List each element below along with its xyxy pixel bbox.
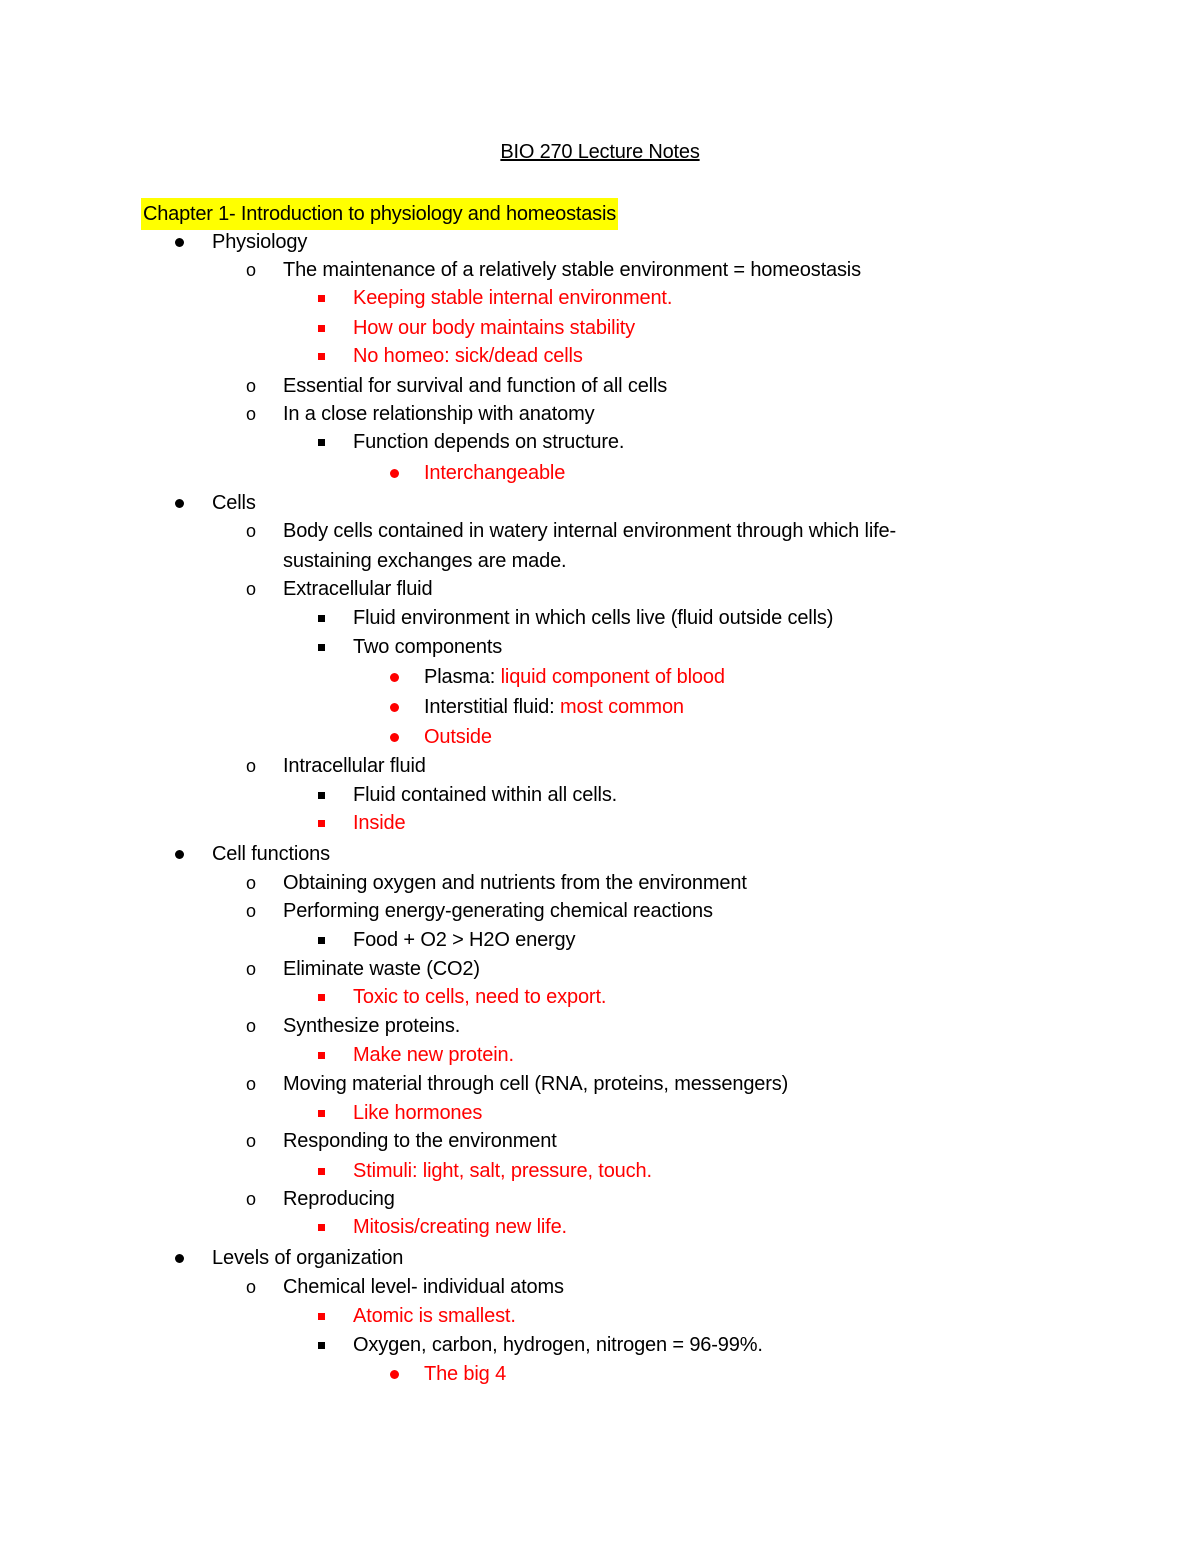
outline-item-level-3 [0, 1213, 1200, 1241]
outline-item-level-4 [0, 693, 1200, 721]
outline-item-level-2 [0, 547, 1200, 575]
outline-item-level-2 [0, 256, 1200, 284]
outline-item-text [353, 1302, 516, 1330]
bullet-disc-icon [390, 1360, 399, 1388]
outline-item-level-2 [0, 897, 1200, 925]
note-text: Fluid environment in which cells live (fluid outside cells) [353, 607, 834, 629]
outline-item-text [353, 428, 624, 456]
bullet-circle-icon: o [246, 521, 256, 541]
bullet-square-icon [318, 781, 325, 809]
note-text: Performing energy-generating chemical reactions [283, 900, 713, 922]
document-title: BIO 270 Lecture Notes [500, 141, 700, 163]
outline-item-text [283, 897, 713, 925]
annotation-text: Interchangeable [424, 462, 566, 484]
bullet-circle-icon: o [246, 1277, 256, 1297]
outline-item-level-4 [0, 1360, 1200, 1388]
annotation-text: most common [559, 696, 684, 718]
outline-item-text [283, 400, 594, 428]
outline-item-level-3 [0, 284, 1200, 312]
outline-item-text [424, 459, 565, 487]
outline-item-text [424, 693, 684, 721]
note-text: Extracellular fluid [283, 578, 433, 600]
note-text: In a close relationship with anatomy [283, 403, 595, 425]
bullet-disc-icon [175, 228, 184, 256]
bullet-square-icon [318, 1099, 325, 1127]
outline-item-level-2 [0, 372, 1200, 400]
outline-item-level-3 [0, 1041, 1200, 1069]
outline-item-text [353, 926, 575, 954]
bullet-square-icon [318, 633, 325, 661]
outline-item-level-3 [0, 1331, 1200, 1359]
bullet-square-icon [318, 1213, 325, 1241]
outline-item-text [212, 1244, 403, 1272]
outline-item-level-2 [0, 400, 1200, 428]
outline-item-level-4 [0, 459, 1200, 487]
outline-item-level-4 [0, 663, 1200, 691]
bullet-square-icon [318, 1041, 325, 1069]
outline-item-text [353, 1157, 652, 1185]
outline-item-level-1 [0, 840, 1200, 868]
outline-item-level-2 [0, 1012, 1200, 1040]
outline-item-level-3 [0, 1157, 1200, 1185]
outline-item-text [353, 604, 833, 632]
bullet-square-icon [318, 983, 325, 1011]
annotation-text: liquid component of blood [500, 666, 725, 688]
annotation-text: Inside [353, 812, 406, 834]
annotation-text: Atomic is smallest. [353, 1305, 516, 1327]
outline-item-level-3 [0, 314, 1200, 342]
note-text: Obtaining oxygen and nutrients from the environment [283, 872, 747, 894]
outline-item-text [353, 809, 405, 837]
bullet-circle-icon: o [246, 959, 256, 979]
outline-item-text [353, 983, 606, 1011]
outline-item-level-1 [0, 489, 1200, 517]
bullet-disc-icon [390, 459, 399, 487]
annotation-text: The big 4 [424, 1363, 507, 1385]
outline-item-level-2 [0, 1185, 1200, 1213]
note-text: Synthesize proteins. [283, 1015, 461, 1037]
note-text: Chemical level- individual atoms [283, 1276, 564, 1298]
outline-item-text [283, 547, 566, 575]
note-text: Reproducing [283, 1188, 395, 1210]
outline-item-level-2 [0, 1070, 1200, 1098]
annotation-text: Like hormones [353, 1102, 483, 1124]
annotation-text: Mitosis/creating new life. [353, 1216, 567, 1238]
bullet-square-icon [318, 1331, 325, 1359]
bullet-disc-icon [175, 840, 184, 868]
bullet-circle-icon: o [246, 376, 256, 396]
note-text: Oxygen, carbon, hydrogen, nitrogen = 96-99%. [353, 1334, 763, 1356]
annotation-text: Outside [424, 726, 492, 748]
outline-item-text [424, 723, 492, 751]
outline-item-text [353, 1099, 482, 1127]
outline-item-level-2 [0, 752, 1200, 780]
bullet-disc-icon [390, 723, 399, 751]
note-text: Food + O2 > H2O energy [353, 929, 576, 951]
outline-item-text [283, 1012, 460, 1040]
note-text: Cell functions [212, 843, 330, 865]
outline-item-level-1 [0, 228, 1200, 256]
bullet-square-icon [318, 604, 325, 632]
outline-item-text [283, 256, 861, 284]
bullet-disc-icon [390, 663, 399, 691]
outline-item-text [283, 372, 667, 400]
bullet-circle-icon: o [246, 1016, 256, 1036]
outline-item-level-3 [0, 633, 1200, 661]
annotation-text: Stimuli: light, salt, pressure, touch. [353, 1160, 652, 1182]
note-text: Intracellular fluid [283, 755, 426, 777]
outline-item-text [353, 633, 502, 661]
bullet-square-icon [318, 809, 325, 837]
outline-item-level-2 [0, 517, 1200, 545]
annotation-text: No homeo: sick/dead cells [353, 345, 583, 367]
bullet-circle-icon: o [246, 1131, 256, 1151]
outline-item-text [283, 869, 747, 897]
note-text: Fluid contained within all cells. [353, 784, 618, 806]
bullet-circle-icon: o [246, 873, 256, 893]
bullet-disc-icon [390, 693, 399, 721]
bullet-circle-icon: o [246, 1189, 256, 1209]
annotation-text: Make new protein. [353, 1044, 514, 1066]
outline-item-text [353, 781, 617, 809]
chapter-heading: Chapter 1- Introduction to physiology and homeostasis [141, 198, 618, 230]
outline-item-level-2 [0, 1273, 1200, 1301]
bullet-square-icon [318, 1302, 325, 1330]
outline-item-text [212, 228, 307, 256]
bullet-square-icon [318, 314, 325, 342]
note-text: Eliminate waste (CO2) [283, 958, 480, 980]
outline-item-text [353, 1041, 514, 1069]
bullet-circle-icon: o [246, 756, 256, 776]
bullet-square-icon [318, 284, 325, 312]
bullet-square-icon [318, 342, 325, 370]
outline-item-text [353, 1331, 763, 1359]
outline-item-text [424, 1360, 506, 1388]
outline-item-text [353, 342, 583, 370]
outline-item-text [283, 575, 432, 603]
bullet-disc-icon [175, 489, 184, 517]
note-text: Essential for survival and function of all cells [283, 375, 668, 397]
outline-item-text [212, 489, 256, 517]
note-text: Levels of organization [212, 1247, 404, 1269]
bullet-square-icon [318, 926, 325, 954]
outline-item-level-2 [0, 869, 1200, 897]
outline-item-level-3 [0, 809, 1200, 837]
note-text: Interstitial fluid: [424, 696, 560, 718]
outline-item-level-4 [0, 723, 1200, 751]
outline-item-text [353, 1213, 567, 1241]
note-text: Moving material through cell (RNA, proteins, messengers) [283, 1073, 789, 1095]
outline-item-text [283, 1273, 564, 1301]
bullet-circle-icon: o [246, 260, 256, 280]
outline-item-level-3 [0, 926, 1200, 954]
outline-item-level-2 [0, 955, 1200, 983]
note-text: Body cells contained in watery internal environment through which life- [283, 520, 897, 542]
note-text: Plasma: [424, 666, 501, 688]
outline-item-level-3 [0, 1099, 1200, 1127]
annotation-text: Keeping stable internal environment. [353, 287, 673, 309]
note-text: The maintenance of a relatively stable environment = homeostasis [283, 259, 861, 281]
outline-item-text [212, 840, 330, 868]
outline-item-text [283, 1070, 788, 1098]
note-text: Two components [353, 636, 503, 658]
bullet-disc-icon [175, 1244, 184, 1272]
outline-item-text [353, 284, 672, 312]
outline-item-level-3 [0, 1302, 1200, 1330]
outline-item-text [283, 1127, 557, 1155]
outline-item-level-2 [0, 1127, 1200, 1155]
outline-item-text [283, 517, 896, 545]
outline-item-text [424, 663, 725, 691]
outline-item-level-3 [0, 781, 1200, 809]
bullet-square-icon [318, 428, 325, 456]
outline-item-level-3 [0, 604, 1200, 632]
outline-item-text [283, 1185, 395, 1213]
annotation-text: Toxic to cells, need to export. [353, 986, 607, 1008]
note-text: Cells [212, 492, 256, 514]
note-text: Function depends on structure. [353, 431, 625, 453]
outline-item-level-3 [0, 428, 1200, 456]
outline-item-level-2 [0, 575, 1200, 603]
note-text: Physiology [212, 231, 308, 253]
bullet-square-icon [318, 1157, 325, 1185]
annotation-text: How our body maintains stability [353, 317, 635, 339]
outline-item-text [283, 752, 426, 780]
note-text: sustaining exchanges are made. [283, 550, 567, 572]
outline-item-level-3 [0, 342, 1200, 370]
outline-item-level-3 [0, 983, 1200, 1011]
bullet-circle-icon: o [246, 404, 256, 424]
outline-item-text [353, 314, 635, 342]
outline-item-level-1 [0, 1244, 1200, 1272]
bullet-circle-icon: o [246, 901, 256, 921]
outline-item-text [283, 955, 480, 983]
bullet-circle-icon: o [246, 1074, 256, 1094]
note-text: Responding to the environment [283, 1130, 557, 1152]
bullet-circle-icon: o [246, 579, 256, 599]
